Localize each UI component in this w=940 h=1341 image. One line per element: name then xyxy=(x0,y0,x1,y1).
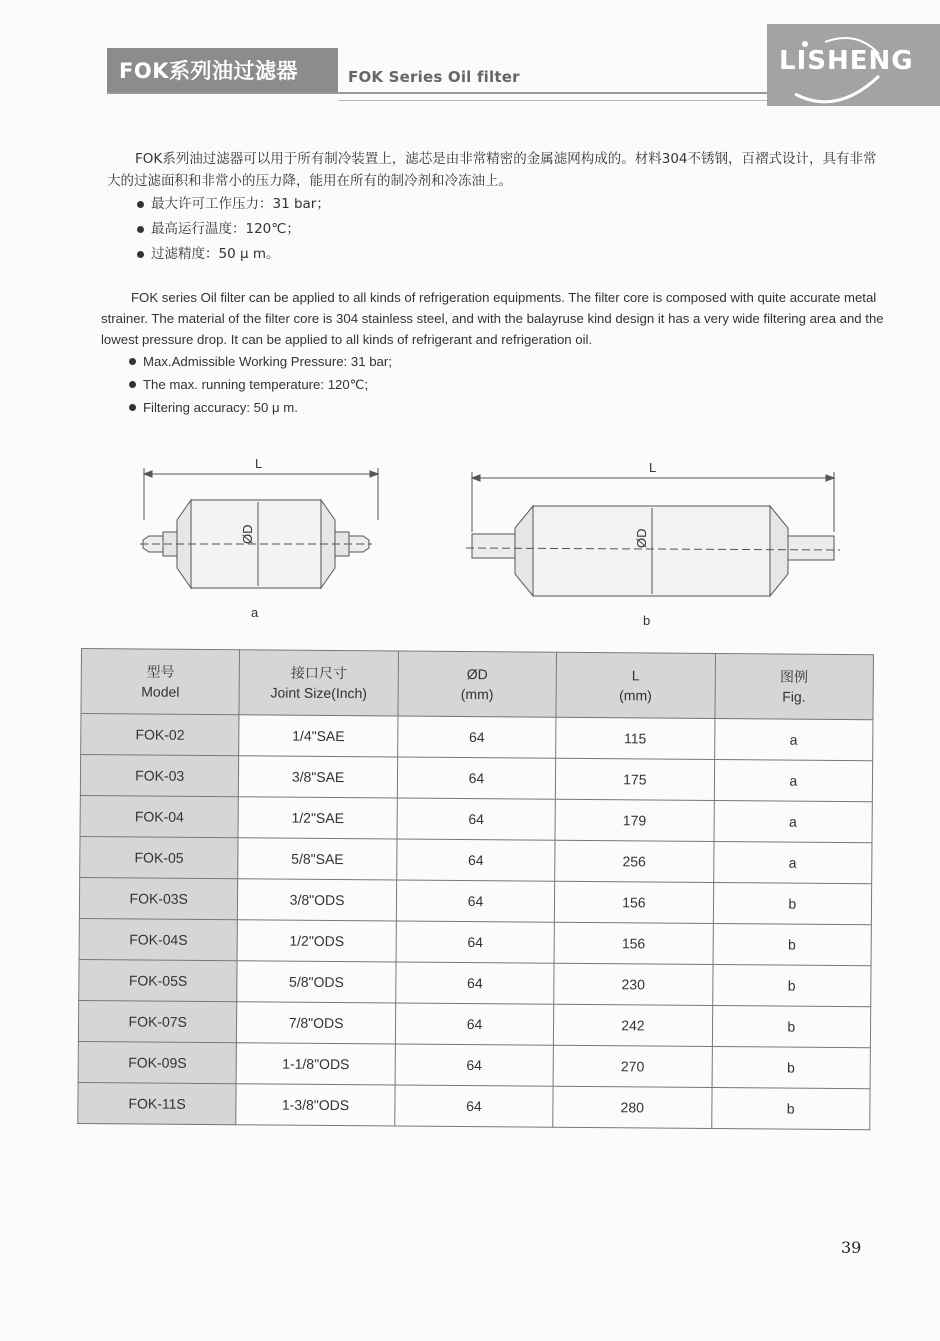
cell-figure: b xyxy=(713,882,872,924)
intro-english xyxy=(101,287,887,419)
header-en: Fig. xyxy=(782,688,806,705)
table-header-row xyxy=(81,649,873,720)
list-item: Max.Admissible Working Pressure: 31 bar; xyxy=(129,350,887,373)
column-header-joint-size xyxy=(239,650,398,716)
cell-model: FOK-04 xyxy=(80,795,239,837)
ods-tube-right xyxy=(788,536,834,560)
figure-caption: a xyxy=(251,605,259,620)
header-cn: 图例 xyxy=(780,668,809,685)
page-subtitle: FOK Series Oil filter xyxy=(348,68,520,86)
cell-joint-size: 1/2"ODS xyxy=(237,920,396,962)
list-item: The max. running temperature: 120℃; xyxy=(129,373,887,396)
page-title: FOK系列油过滤器 xyxy=(107,48,338,92)
cell-model: FOK-03S xyxy=(79,877,238,919)
cell-model: FOK-03 xyxy=(80,755,239,797)
filter-diagrams xyxy=(0,440,940,640)
column-header-figure xyxy=(715,653,874,719)
header-cn: ØD xyxy=(466,666,488,683)
cell-joint-size: 5/8"SAE xyxy=(238,838,397,880)
cell-model: FOK-09S xyxy=(78,1041,237,1083)
page-number: 39 xyxy=(841,1238,862,1257)
cell-figure: b xyxy=(711,1087,870,1129)
table-row xyxy=(78,1041,870,1088)
dimension-label-d: ØD xyxy=(634,528,649,548)
cell-length: 179 xyxy=(555,799,714,841)
cell-diameter: 64 xyxy=(397,716,556,758)
table-row xyxy=(80,836,872,883)
spec-list-english xyxy=(101,350,887,419)
logo-wordmark: LISHENG xyxy=(779,46,914,76)
header-en: (mm) xyxy=(619,687,652,704)
header-cn: 型号 xyxy=(146,663,175,680)
cell-model: FOK-07S xyxy=(78,1000,237,1042)
list-item: 最大许可工作压力：31 bar； xyxy=(137,192,887,217)
cell-joint-size: 3/8"SAE xyxy=(239,756,398,798)
cell-diameter: 64 xyxy=(397,757,556,799)
cell-joint-size: 1-3/8"ODS xyxy=(236,1084,395,1126)
cell-joint-size: 5/8"ODS xyxy=(237,961,396,1003)
spec-list-chinese xyxy=(107,192,887,267)
column-header-diameter xyxy=(398,651,557,717)
list-item: 过滤精度：50 μ m。 xyxy=(137,242,887,267)
cell-figure: a xyxy=(713,841,872,883)
column-header-length xyxy=(556,652,715,718)
cell-diameter: 64 xyxy=(396,880,555,922)
cell-figure: b xyxy=(712,964,871,1006)
cell-model: FOK-11S xyxy=(78,1082,237,1124)
cell-length: 156 xyxy=(555,881,714,923)
spec-table xyxy=(77,648,874,1130)
cell-length: 156 xyxy=(554,922,713,964)
header-en: Joint Size(Inch) xyxy=(270,684,368,702)
cell-joint-size: 1/4"SAE xyxy=(239,715,398,757)
cell-joint-size: 7/8"ODS xyxy=(237,1002,396,1044)
cell-joint-size: 3/8"ODS xyxy=(238,879,397,921)
cell-length: 175 xyxy=(555,758,714,800)
cell-length: 230 xyxy=(554,963,713,1005)
table-row xyxy=(80,795,872,842)
table-row xyxy=(79,877,871,924)
cell-diameter: 64 xyxy=(396,839,555,881)
cell-figure: a xyxy=(714,759,873,801)
cell-length: 115 xyxy=(556,717,715,759)
dimension-label-d: ØD xyxy=(240,524,255,544)
cell-model: FOK-05 xyxy=(80,836,239,878)
cell-diameter: 64 xyxy=(396,921,555,963)
table-row xyxy=(78,1000,870,1047)
header-rule-secondary xyxy=(338,100,768,101)
cell-length: 280 xyxy=(553,1086,712,1128)
header-cn: L xyxy=(631,667,640,684)
figure-b-ods-filter xyxy=(466,460,840,628)
table-row xyxy=(81,714,873,761)
intro-chinese-paragraph: FOK系列油过滤器可以用于所有制冷装置上，滤芯是由非常精密的金属滤网构成的。材料304不锈钢，百褶式设计，具有非常大的过滤面积和非常小的压力降，能用在所有的制冷剂和冷冻油上。 xyxy=(107,151,877,189)
figure-a-sae-filter xyxy=(140,456,378,620)
cell-length: 270 xyxy=(553,1045,712,1087)
cell-model: FOK-05S xyxy=(79,959,238,1001)
cell-joint-size: 1/2"SAE xyxy=(238,797,397,839)
cell-figure: b xyxy=(712,1046,871,1088)
intro-chinese xyxy=(107,148,887,267)
cell-length: 242 xyxy=(554,1004,713,1046)
table-row xyxy=(78,1082,870,1129)
dimension-label-l: L xyxy=(255,456,263,471)
dimension-label-l: L xyxy=(649,460,657,475)
figure-caption: b xyxy=(643,613,651,628)
header-en: (mm) xyxy=(460,685,494,703)
cell-figure: b xyxy=(712,1005,871,1047)
table-row xyxy=(79,959,871,1006)
table-row xyxy=(79,918,871,965)
cell-diameter: 64 xyxy=(395,1085,554,1127)
column-header-model xyxy=(81,649,240,715)
cell-diameter: 64 xyxy=(397,798,556,840)
list-item: Filtering accuracy: 50 μ m. xyxy=(129,396,887,419)
cell-length: 256 xyxy=(555,840,714,882)
header-rule xyxy=(107,92,767,94)
cell-diameter: 64 xyxy=(396,962,555,1004)
ods-tube-left xyxy=(472,534,515,558)
intro-english-paragraph: FOK series Oil filter can be applied to all kinds of refrigeration equipments. The filter core is composed with quite accurate metal strainer. The material of the filter core is 304 stainless steel, and with the balayruse kind design it has a very wide filtering area and the lowest pressure drop. It can be applied to all kinds of refrigerant and refrigeration oil. xyxy=(101,290,884,347)
header-en: Model xyxy=(141,683,180,700)
cell-figure: a xyxy=(714,718,873,760)
cell-joint-size: 1-1/8"ODS xyxy=(236,1043,395,1085)
cell-diameter: 64 xyxy=(395,1044,554,1086)
list-item: 最高运行温度：120℃； xyxy=(137,217,887,242)
cell-figure: b xyxy=(713,923,872,965)
brand-logo xyxy=(767,24,940,106)
cell-figure: a xyxy=(714,800,873,842)
cell-model: FOK-02 xyxy=(81,714,240,756)
header-cn: 接口尺寸 xyxy=(290,664,347,682)
cell-model: FOK-04S xyxy=(79,918,238,960)
cell-diameter: 64 xyxy=(395,1003,554,1045)
table-row xyxy=(80,755,872,802)
